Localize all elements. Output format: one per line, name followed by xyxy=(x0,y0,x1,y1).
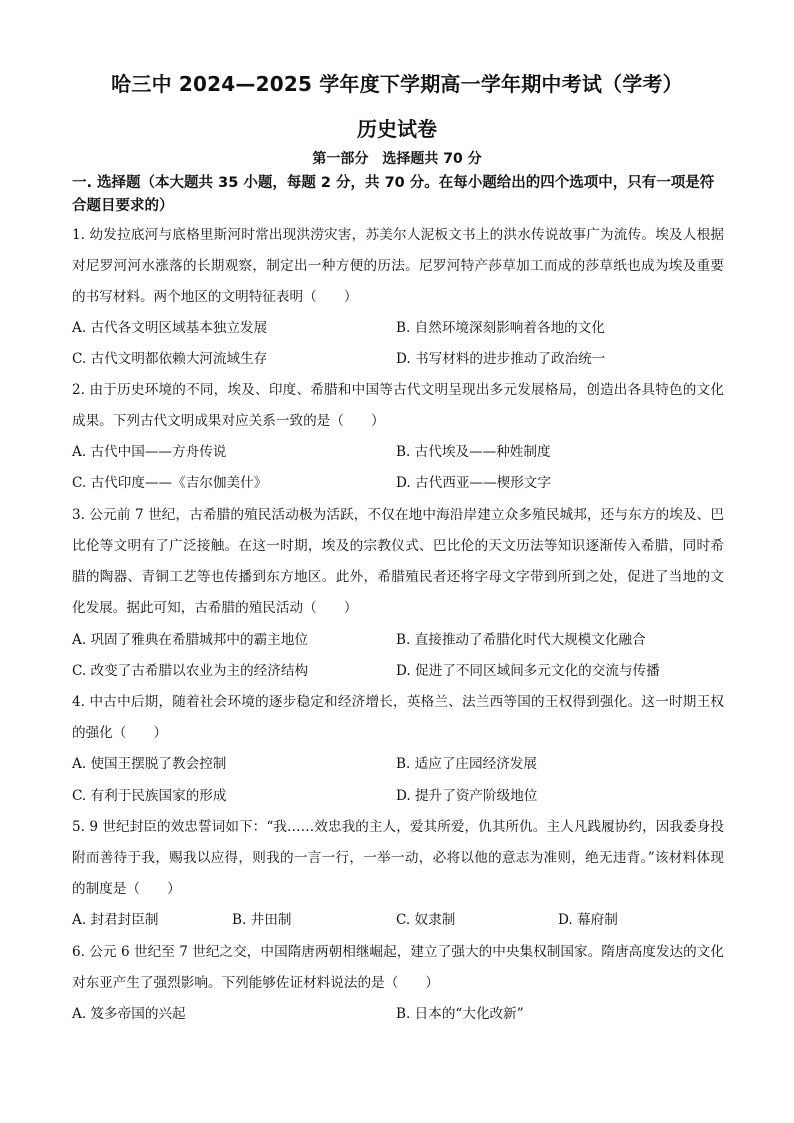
question-1-option-a[interactable]: A. 古代各文明区域基本独立发展 xyxy=(72,320,268,336)
question-4-option-b[interactable]: B. 适应了庄园经济发展 xyxy=(396,756,537,772)
question-4-option-d[interactable]: D. 提升了资产阶级地位 xyxy=(396,788,538,804)
question-4-option-a[interactable]: A. 使国王摆脱了教会控制 xyxy=(72,756,227,772)
question-6-option-b[interactable]: B. 日本的“大化改新” xyxy=(396,1006,524,1022)
question-1-option-d[interactable]: D. 书写材料的进步推动了政治统一 xyxy=(396,351,606,367)
question-2-stem: 2. 由于历史环境的不同，埃及、印度、希腊和中国等古代文明呈现出多元发展格局，创造出各具特色的文化成果。下列古代文明成果对应关系一致的是（ ） xyxy=(72,382,724,429)
question-4-option-c[interactable]: C. 有利于民族国家的形成 xyxy=(72,788,227,804)
question-3-stem: 3. 公元前 7 世纪，古希腊的殖民活动极为活跃，不仅在地中海沿岸建立众多殖民城邦，还与东方的埃及、巴比伦等文明有了广泛接触。在这一时期，埃及的宗教仪式、巴比伦的天文历法等知识逐渐传入希腊，同时希腊的陶器、青铜工艺等也传播到东方地区。此外，希腊殖民者还将字母文字带到所到之处，促进了当地的文化发展。据此可知，古希腊的殖民活动（ ） xyxy=(72,507,724,616)
question-6-option-a[interactable]: A. 笈多帝国的兴起 xyxy=(72,1006,186,1022)
question-5-option-c[interactable]: C. 奴隶制 xyxy=(396,912,456,928)
question-3-option-c[interactable]: C. 改变了古希腊以农业为主的经济结构 xyxy=(72,663,309,679)
question-1-option-c[interactable]: C. 古代文明都依赖大河流域生存 xyxy=(72,351,268,367)
exam-title: 哈三中 2024—2025 学年度下学期高一学年期中考试（学考） xyxy=(111,72,683,96)
exam-subtitle: 历史试卷 xyxy=(357,117,437,141)
question-6-stem: 6. 公元 6 世纪至 7 世纪之交，中国隋唐两朝相继崛起，建立了强大的中央集权制国家。隋唐高度发达的文化对东亚产生了强烈影响。下列能够佐证材料说法的是（ ） xyxy=(72,944,724,991)
question-5-option-b[interactable]: B. 井田制 xyxy=(232,912,292,928)
question-3-option-b[interactable]: B. 直接推动了希腊化时代大规模文化融合 xyxy=(396,632,646,648)
question-2-option-c[interactable]: C. 古代印度——《吉尔伽美什》 xyxy=(72,475,268,491)
question-3-option-d[interactable]: D. 促进了不同区域间多元文化的交流与传播 xyxy=(396,663,660,679)
section-heading: 一. 选择题（本大题共 35 小题，每题 2 分，共 70 分。在每小题给出的四个选项中，只有一项是符合题目要求的） xyxy=(72,175,715,214)
part-heading: 第一部分 选择题共 70 分 xyxy=(312,151,482,167)
question-5-option-d[interactable]: D. 幕府制 xyxy=(558,912,618,928)
question-1-stem: 1. 幼发拉底河与底格里斯河时常出现洪涝灾害，苏美尔人泥板文书上的洪水传说故事广为流传。埃及人根据对尼罗河河水涨落的长期观察，制定出一种方便的历法。尼罗河特产莎草加工而成的莎草纸也成为埃及重要的书写材料。两个地区的文明特征表明（ ） xyxy=(72,227,724,305)
question-2-option-a[interactable]: A. 古代中国——方舟传说 xyxy=(72,444,227,460)
question-2-option-b[interactable]: B. 古代埃及——种姓制度 xyxy=(396,444,551,460)
question-4-stem: 4. 中古中后期，随着社会环境的逐步稳定和经济增长，英格兰、法兰西等国的王权得到强化。这一时期王权的强化（ ） xyxy=(72,694,724,741)
question-3-option-a[interactable]: A. 巩固了雅典在希腊城邦中的霸主地位 xyxy=(72,632,308,648)
question-5-stem: 5. 9 世纪封臣的效忠誓词如下：“我……效忠我的主人，爱其所爱，仇其所仇。主人凡践履协约，因我委身投附而善待于我，赐我以应得，则我的一言一行，一举一动，必将以他的意志为准则，绝无违背。”该材料体现的制度是（ ） xyxy=(72,819,724,897)
question-5-option-a[interactable]: A. 封君封臣制 xyxy=(72,912,159,928)
question-1-option-b[interactable]: B. 自然环境深刻影响着各地的文化 xyxy=(396,320,605,336)
question-2-option-d[interactable]: D. 古代西亚——楔形文字 xyxy=(396,475,551,491)
